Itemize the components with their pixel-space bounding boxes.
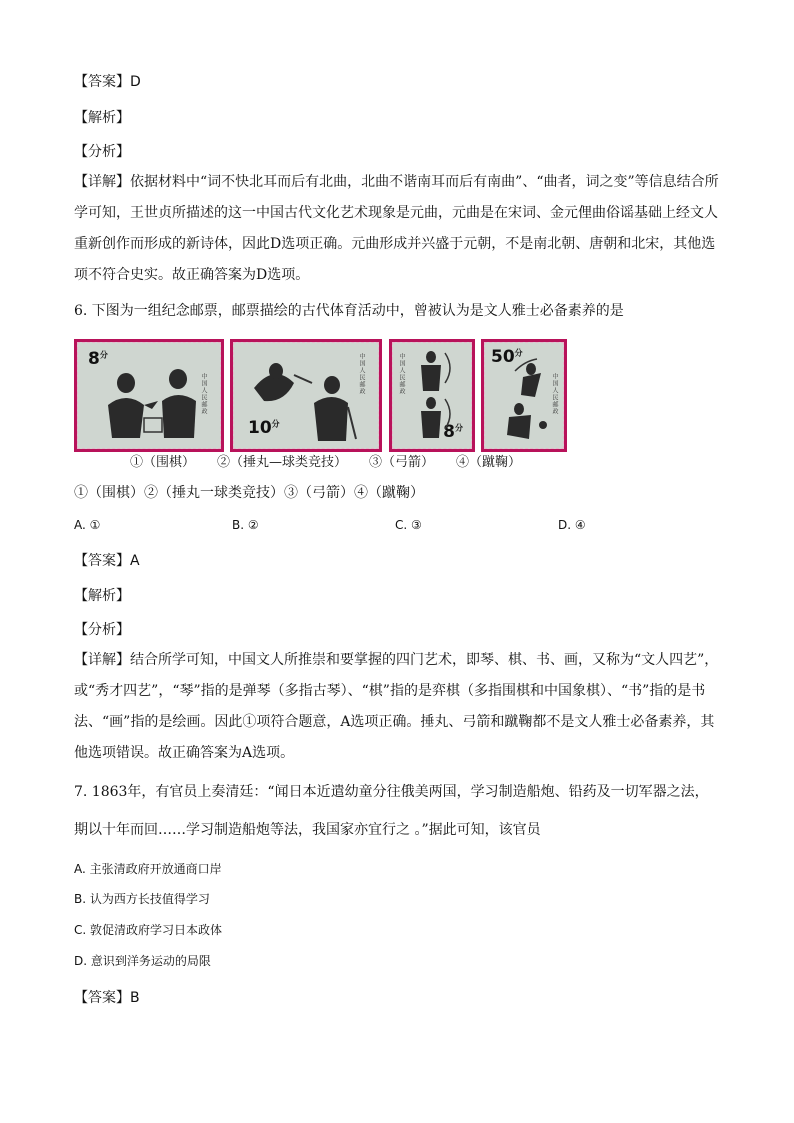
caption-4: ④（蹴鞠）: [456, 455, 522, 470]
q7-option-a[interactable]: A. 主张清政府开放通商口岸: [74, 862, 222, 876]
caption-2: ②（捶丸—球类竞技）: [217, 455, 348, 470]
q6-question: 6. 下图为一组纪念邮票，邮票描绘的古代体育活动中，曾被认为是文人雅士必备素养的是: [74, 303, 624, 319]
stamp-country: 中国人民邮政: [200, 373, 207, 415]
stamp-country: 中国人民邮政: [398, 353, 405, 395]
chuiwan-figures-icon: [234, 343, 379, 449]
stamp-face: [392, 342, 472, 449]
q5-fenxi-label: 【分析】: [74, 144, 130, 160]
stamp-denomination: $8^分$: [88, 349, 108, 369]
stamp-country: 中国人民邮政: [551, 373, 558, 415]
stamp-chuiwan: [230, 339, 382, 452]
q6-caption-line: ①（围棋）②（捶丸一球类竞技）③（弓箭）④（蹴鞠）: [74, 485, 424, 501]
q6-fenxi-label: 【分析】: [74, 622, 130, 638]
answer-value: D: [130, 74, 141, 90]
answer-value: A: [130, 553, 140, 569]
stamp-face: [484, 342, 564, 449]
stamp-weiqi: [74, 339, 224, 452]
q5-analysis-label: 【解析】: [74, 110, 130, 126]
stamp-country: 中国人民邮政: [358, 353, 365, 395]
q7-question: 7. 1863年，有官员上奏清廷：“闻日本近遣幼童分往俄美两国，学习制造船炮、铅药及一切军器之法，期以十年而回……学习制造船炮等法，我国家亦宜行之 。”据此可知，该官员: [74, 784, 709, 838]
stamp-face: [233, 342, 379, 449]
detail-text: 依据材料中“词不快北耳而后有北曲，北曲不谐南耳而后有南曲”、“曲者，词之变”等信息结合所学可知，王世贞所描述的这一中国古代文化艺术现象是元曲，元曲是在宋词、金元俚曲俗谣基础上经文人重新创作而形成的新诗体，因此D选项正确。元曲形成并兴盛于元朝，不是南北朝、唐朝和北宋，其他选项不符合史实。故正确答案为D选项。: [74, 174, 719, 283]
q5-detail: [74, 167, 722, 291]
weiqi-figures-icon: [78, 343, 221, 449]
answer-label: 【答案】: [74, 990, 130, 1006]
detail-text: 结合所学可知，中国文人所推崇和要掌握的四门艺术，即琴、棋、书、画，又称为“文人四艺”，或“秀才四艺”，“琴”指的是弹琴（多指古琴）、“棋”指的是弈棋（多指围棋和中国象棋）、“书”指的是书法、“画”指的是绘画。因此①项符合题意，A选项正确。捶丸、弓箭和蹴鞠都不是文人雅士必备素养，其他选项错误。故正确答案为A选项。: [74, 652, 719, 761]
archery-figures-icon: [393, 343, 472, 449]
stamp-face: [77, 342, 221, 449]
q6-option-d[interactable]: D. ④: [558, 518, 586, 532]
q7-option-d[interactable]: D. 意识到洋务运动的局限: [74, 954, 211, 968]
stamp-denomination: $10^分$: [248, 418, 280, 438]
q7-answer: [74, 988, 140, 1008]
q6-detail: [74, 645, 722, 769]
q6-option-b[interactable]: B. ②: [232, 518, 259, 532]
cuju-figures-icon: [485, 343, 564, 449]
q6-option-c[interactable]: C. ③: [395, 518, 422, 532]
answer-label: 【答案】: [74, 74, 130, 90]
q5-answer: [74, 72, 141, 92]
detail-label: 【详解】: [74, 174, 130, 190]
q6-analysis-label: 【解析】: [74, 588, 130, 604]
caption-1: ①（围棋）: [130, 455, 196, 470]
stamp-cuju: [481, 339, 567, 452]
caption-3: ③（弓箭）: [369, 455, 435, 470]
answer-label: 【答案】: [74, 553, 130, 569]
answer-value: B: [130, 990, 140, 1006]
q6-answer: [74, 551, 140, 571]
q6-option-a[interactable]: A. ①: [74, 518, 101, 532]
stamp-denomination: $50^分$: [491, 347, 523, 367]
stamp-gongjian: [389, 339, 475, 452]
q7-option-b[interactable]: B. 认为西方长技值得学习: [74, 892, 210, 906]
detail-label: 【详解】: [74, 652, 130, 668]
stamp-captions: [130, 455, 543, 471]
q7-option-c[interactable]: C. 敦促清政府学习日本政体: [74, 923, 223, 937]
stamp-denomination: $8^分$: [443, 422, 463, 442]
